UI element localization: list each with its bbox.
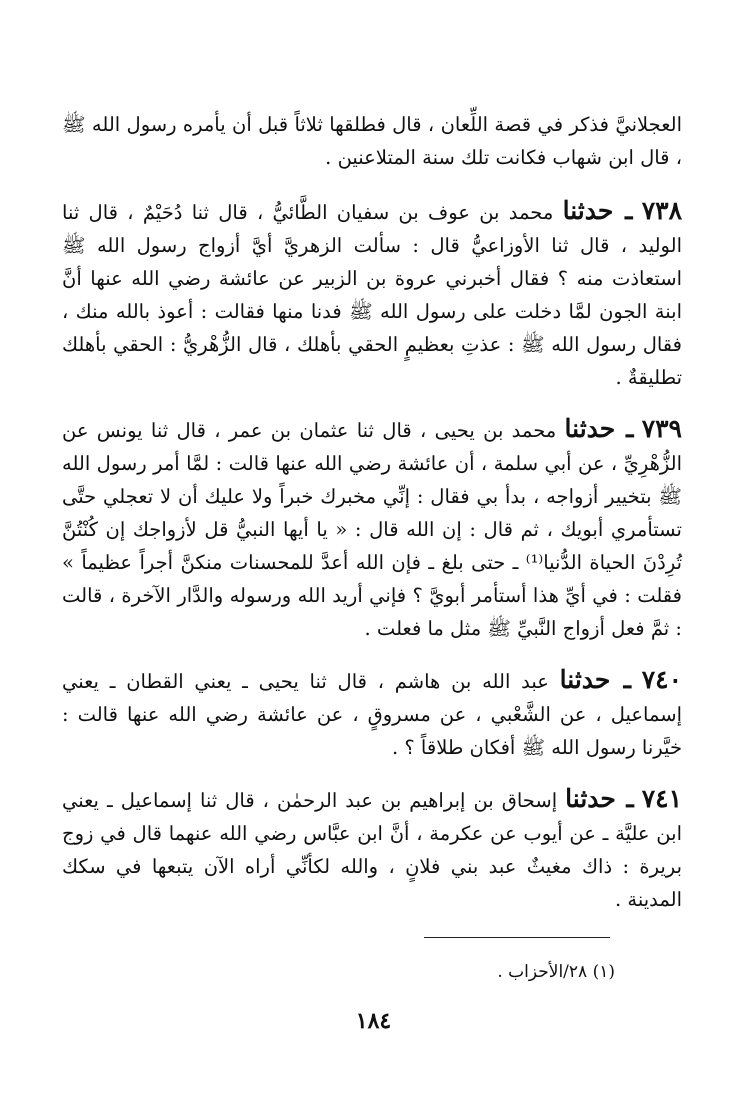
paragraph-text: العجلانيَّ فذكر في قصة اللِّعان ، قال فطلقها ثلاثاً قبل أن يأمره رسول الله ﷺ ، قال ابن شهاب فكانت تلك سنة المتلاعنين . xyxy=(62,113,682,169)
hadith-number: ٧٣٨ xyxy=(641,196,683,225)
hadith-number: ٧٤١ xyxy=(641,784,683,813)
hadith-text: إسحاق بن إبراهيم بن عبد الرحمٰن ، قال ثنا إسماعيل ـ يعني ابن عليَّة ـ عن أيوب عن عكرمة ، أنَّ ابن عبَّاس رضي الله عنهما قال في زوج بريرة : ذاك مغيثٌ عبد بني فلانٍ ، والله لكأنِّي أراه الآن يتبعها في سكك المدينة . xyxy=(62,789,682,911)
hadith-text: محمد بن عوف بن سفيان الطَّائيُّ ، قال ثنا دُحَيْمٌ ، قال ثنا الوليد ، قال ثنا الأوزاعيُّ قال : سألت الزهريَّ أيَّ أزواج رسول الله ﷺ استعاذت منه ؟ فقال أخبرني عروة بن الزبير عن عائشة رضي الله عنها أنَّ ابنة الجون لمَّا دخلت على رسول الله ﷺ فدنا منها فقالت : أعوذ بالله منك ، فقال رسول الله ﷺ : عذتِ بعظيمٍ الحقي بأهلك ، قال الزُّهْريُّ : الحقي بأهلك تطليقةٌ . xyxy=(62,201,682,389)
hadith-739: ٧٣٩ ـ حدثنا محمد بن يحيى ، قال ثنا عثمان بن عمر ، قال ثنا يونس عن الزُّهْرِيِّ ، عن أبي سلمة ، أن عائشة رضي الله عنها قالت : لمَّا أمر رسول الله ﷺ بتخيير أزواجه ، بدأ بي فقال : إنِّي مخبرك خبراً ولا عليك أن لا تعجلي حتَّى تستأمري أبويك ، ثم قال : إن الله قال : « يا أيها النبيُّ قل لأزواجك إن كُنْتُنَّ تُرِدْنَ الحياة الدُّنيا⁽¹⁾ ـ حتى بلغ ـ فإن الله أعدَّ للمحسنات منكنَّ أجراً عظيماً » فقلت : في أيِّ هذا أستأمر أبويَّ ؟ فإني أريد الله ورسوله والدَّار الآخرة ، قالت : ثمَّ فعل أزواج النَّبيِّ ﷺ مثل ما فعلت . xyxy=(62,414,683,640)
page-body xyxy=(62,108,682,934)
hadith-number: ٧٣٩ xyxy=(641,414,682,443)
paragraph-continuation xyxy=(62,108,682,174)
hadith-number: ٧٤٠ xyxy=(641,665,683,694)
hadith-keyword: حدثنا xyxy=(565,784,616,813)
hadith-text: محمد بن يحيى ، قال ثنا عثمان بن عمر ، قال ثنا يونس عن الزُّهْرِيِّ ، عن أبي سلمة ، أن عائشة رضي الله عنها قالت : لمَّا أمر رسول الله ﷺ بتخيير أزواجه ، بدأ بي فقال : إنِّي مخبرك خبراً ولا عليك أن لا تعجلي حتَّى تستأمري أبويك ، ثم قال : إن الله قال : « يا أيها النبيُّ قل لأزواجك إن كُنْتُنَّ تُرِدْنَ الحياة الدُّنيا⁽¹⁾ ـ حتى بلغ ـ فإن الله أعدَّ للمحسنات منكنَّ أجراً عظيماً » فقلت : في أيِّ هذا أستأمر أبويَّ ؟ فإني أريد الله ورسوله والدَّار الآخرة ، قالت : ثمَّ فعل أزواج النَّبيِّ ﷺ مثل ما فعلت . xyxy=(62,419,683,640)
footnote-separator xyxy=(424,937,610,938)
hadith-keyword: حدثنا xyxy=(562,196,614,225)
page-number: ١٨٤ xyxy=(355,1008,392,1034)
hadith-text: عبد الله بن هاشم ، قال ثنا يحيى ـ يعني القطان ـ يعني إسماعيل ، عن الشَّعْبي ، عن مسروقٍ ، عن عائشة رضي الله عنها قالت : خيَّرنا رسول الله ﷺ أفكان طلاقاً ؟ . xyxy=(62,670,682,759)
footnote: (١) ٢٨/الأحزاب . xyxy=(497,962,615,982)
hadith-keyword: حدثنا xyxy=(559,665,611,694)
hadith-keyword: حدثنا xyxy=(564,414,616,443)
hadith-740: ٧٤٠ ـ حدثنا عبد الله بن هاشم ، قال ثنا يحيى ـ يعني القطان ـ يعني إسماعيل ، عن الشَّعْبي ، عن مسروقٍ ، عن عائشة رضي الله عنها قالت : خيَّرنا رسول الله ﷺ أفكان طلاقاً ؟ . xyxy=(62,665,683,759)
hadith-738: ٧٣٨ ـ حدثنا محمد بن عوف بن سفيان الطَّائيُّ ، قال ثنا دُحَيْمٌ ، قال ثنا الوليد ، قال ثنا الأوزاعيُّ قال : سألت الزهريَّ أيَّ أزواج رسول الله ﷺ استعاذت منه ؟ فقال أخبرني عروة بن الزبير عن عائشة رضي الله عنها أنَّ ابنة الجون لمَّا دخلت على رسول الله ﷺ فدنا منها فقالت : أعوذ بالله منك ، فقال رسول الله ﷺ : عذتِ بعظيمٍ الحقي بأهلك ، قال الزُّهْريُّ : الحقي بأهلك تطليقةٌ . xyxy=(62,196,683,389)
hadith-741: ٧٤١ ـ حدثنا إسحاق بن إبراهيم بن عبد الرحمٰن ، قال ثنا إسماعيل ـ يعني ابن عليَّة ـ عن أيوب عن عكرمة ، أنَّ ابن عبَّاس رضي الله عنهما قال في زوج بريرة : ذاك مغيثٌ عبد بني فلانٍ ، والله لكأنِّي أراه الآن يتبعها في سكك المدينة . xyxy=(62,784,683,911)
